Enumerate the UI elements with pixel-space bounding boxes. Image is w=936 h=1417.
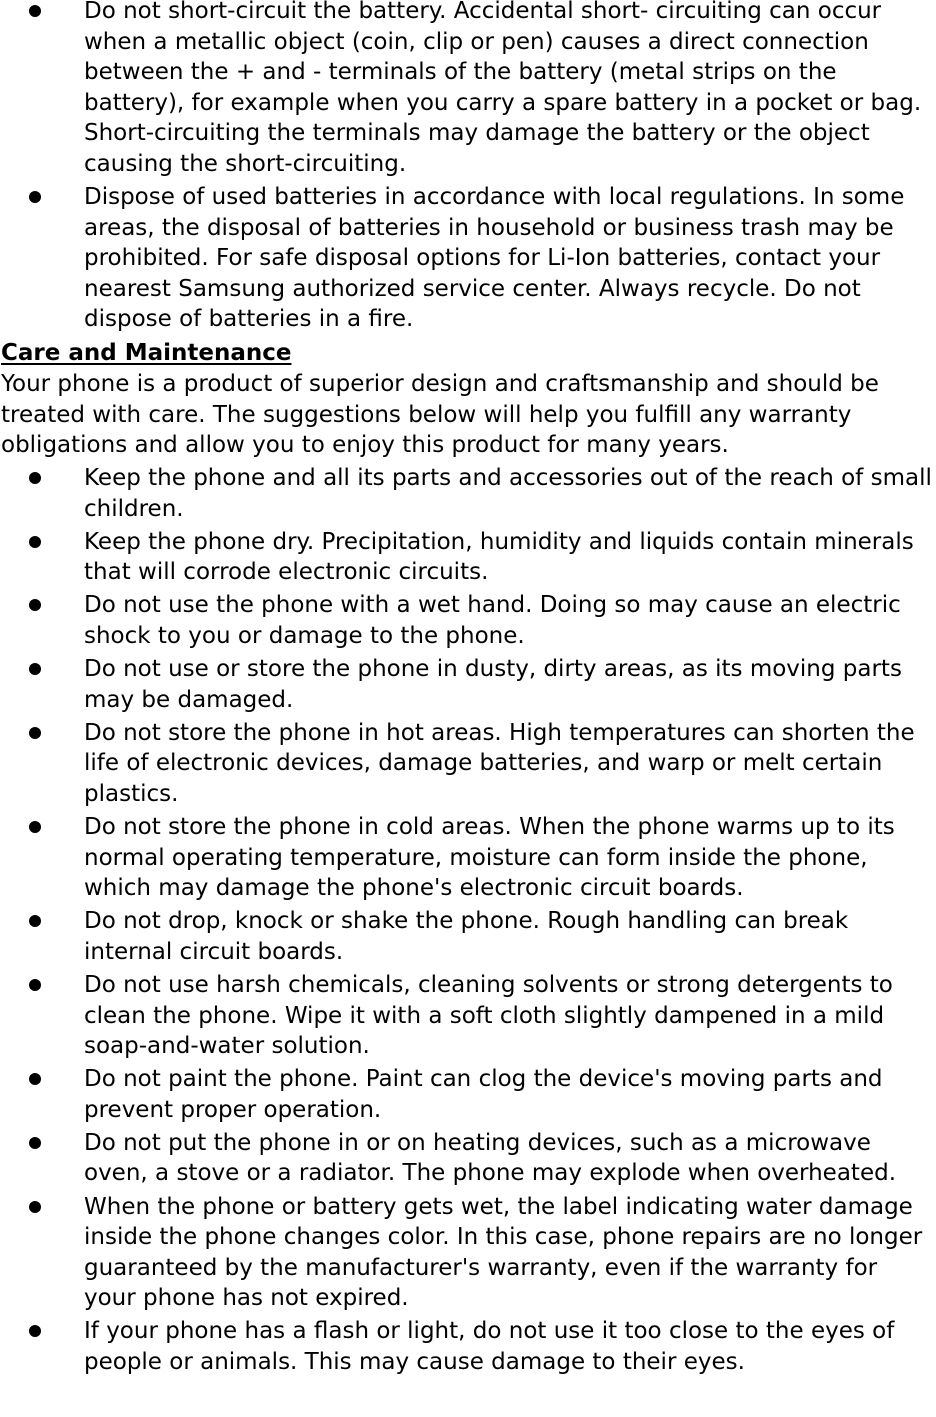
list-item-text: Do not use or store the phone in dusty, dirty areas, as its moving parts may be damaged. [84,655,902,713]
section-intro: Your phone is a product of superior design and craftsmanship and should be treated with care. The suggestions below will help you fulfill any warranty obligations and allow you to enjoy this product for many years. [1,371,879,459]
list-item [0,970,936,1062]
bullet-icon [29,191,41,203]
list-item [0,654,936,715]
list-item [0,1316,936,1377]
bullet-icon [29,727,41,739]
bullet-icon [29,472,41,484]
bullet-icon [29,1137,41,1149]
section-heading: Care and Maintenance [1,339,292,366]
list-item-text: When the phone or battery gets wet, the label indicating water damage inside the phone changes color. In this case, phone repairs are no longer guaranteed by the manufacturer's warranty, even if the warranty for your phone has not expired. [84,1193,923,1312]
list-item-text: Do not put the phone in or on heating devices, such as a microwave oven, a stove or a radiator. The phone may explode when overheated. [84,1129,897,1187]
list-item [0,182,936,335]
list-item-text: Do not paint the phone. Paint can clog the device's moving parts and prevent proper operation. [84,1066,883,1123]
list-item-text: Do not store the phone in hot areas. High temperatures can shorten the life of electronic devices, damage batteries, and warp or melt certain plastics. [84,719,915,807]
list-item [0,0,936,180]
bullet-icon [29,821,41,833]
battery-safety-list [0,0,936,335]
bullet-icon [29,5,41,17]
list-item-text: Dispose of used batteries in accordance with local regulations. In some areas, the disposal of batteries in household or business trash may be prohibited. For safe disposal options for Li-Ion batteries, contact your nearest Samsung authorized service center. Always recycle. Do not dispose of batteries in a fire. [84,184,905,333]
list-item-text: Keep the phone dry. Precipitation, humidity and liquids contain minerals that will corrode electronic circuits. [84,528,914,586]
list-item [0,718,936,810]
bullet-icon [29,1073,41,1085]
bullet-icon [29,1201,41,1213]
list-item-text: Do not short-circuit the battery. Accidental short- circuiting can occur when a metallic object (coin, clip or pen) causes a direct connection between the + and - terminals of the battery (metal strips on the battery), for example when you carry a spare battery in a pocket or bag. Short-circuiting the terminals may damage the battery or the object causing the short-circuiting. [84,0,922,177]
list-item-text: Keep the phone and all its parts and accessories out of the reach of small children. [84,464,932,522]
list-item [0,463,936,524]
list-item [0,590,936,651]
list-item [0,527,936,588]
list-item [0,812,936,904]
list-item-text: Do not use harsh chemicals, cleaning solvents or strong detergents to clean the phone. Wipe it with a soft cloth slightly dampened in a mild soap-and-water solution. [84,971,893,1060]
bullet-icon [29,536,41,548]
bullet-icon [29,663,41,675]
bullet-icon [29,979,41,991]
list-item-text: Do not store the phone in cold areas. When the phone warms up to its normal operating temperature, moisture can form inside the phone, which may damage the phone's electronic circuit boards. [84,813,895,902]
bullet-icon [29,1325,41,1337]
bullet-icon [29,915,41,927]
list-item [0,1192,936,1314]
list-item [0,906,936,967]
list-item-text: Do not use the phone with a wet hand. Doing so may cause an electric shock to you or damage to the phone. [84,592,901,649]
bullet-icon [29,599,41,611]
list-item-text: If your phone has a flash or light, do not use it too close to the eyes of people or animals. This may cause damage to their eyes. [84,1318,895,1376]
list-item [0,1064,936,1125]
list-item-text: Do not drop, knock or shake the phone. Rough handling can break internal circuit boards. [84,908,849,965]
care-maintenance-list [0,463,936,1378]
list-item [0,1128,936,1189]
